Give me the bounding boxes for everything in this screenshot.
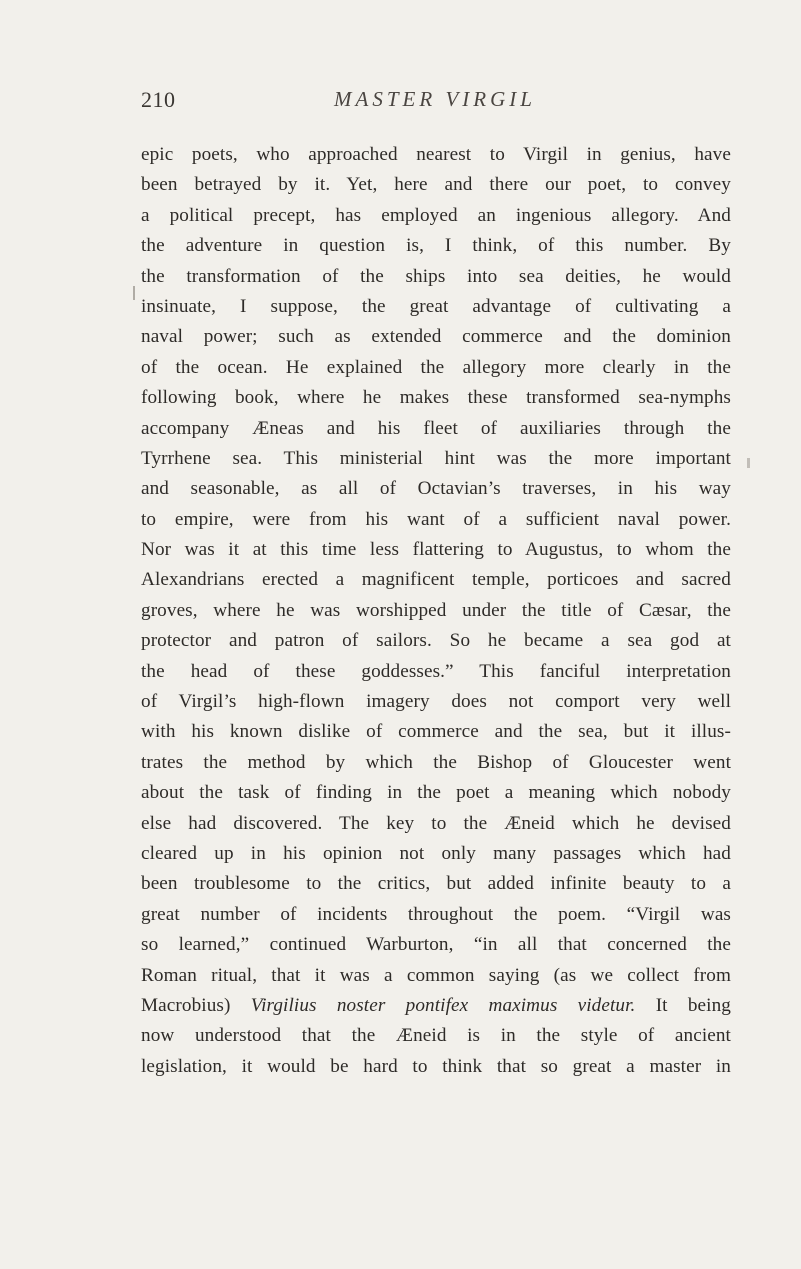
text-line: been troublesome to the critics, but added infinite beauty to a xyxy=(141,873,731,895)
body-text xyxy=(141,140,731,1082)
text-line: a political precept, has employed an ingenious allegory. And xyxy=(141,204,731,226)
text-line: Tyrrhene sea. This ministerial hint was the more important xyxy=(141,447,731,469)
text-line: to empire, were from his want of a sufficient naval power. xyxy=(141,508,731,530)
text-line: naval power; such as extended commerce and the dominion xyxy=(141,326,731,348)
text-line: with his known dislike of commerce and the sea, but it illus- xyxy=(141,721,731,743)
text-line: great number of incidents throughout the poem. “Virgil was xyxy=(141,903,731,925)
text-line: the head of these goddesses.” This fanciful interpretation xyxy=(141,660,731,682)
text-line: Roman ritual, that it was a common saying (as we collect from xyxy=(141,964,731,986)
text-line: following book, where he makes these transformed sea-nymphs xyxy=(141,387,731,409)
text-line: and seasonable, as all of Octavian’s traverses, in his way xyxy=(141,478,731,500)
text-line: groves, where he was worshipped under the title of Cæsar, the xyxy=(141,599,731,621)
text-line: epic poets, who approached nearest to Virgil in genius, have xyxy=(141,144,731,165)
text-line: insinuate, I suppose, the great advantage of cultivating a xyxy=(141,295,731,317)
text-line-with-quote xyxy=(141,991,731,1021)
text-line: about the task of finding in the poet a meaning which nobody xyxy=(141,782,731,804)
text-line: been betrayed by it. Yet, here and there our poet, to convey xyxy=(141,174,731,196)
text-line-start: Macrobius) xyxy=(141,994,231,1016)
page-number: 210 xyxy=(141,87,176,112)
running-head xyxy=(141,87,729,117)
text-line-end: It being xyxy=(655,994,731,1016)
margin-mark xyxy=(133,286,135,300)
text-line: accompany Æneas and his fleet of auxiliaries through the xyxy=(141,417,731,439)
text-line: trates the method by which the Bishop of Gloucester went xyxy=(141,751,731,773)
text-line: protector and patron of sailors. So he became a sea god at xyxy=(141,630,731,652)
margin-speck xyxy=(747,458,750,468)
latin-quote: Virgilius noster pontifex maximus videtur. xyxy=(250,994,636,1016)
running-title: MASTER VIRGIL xyxy=(334,87,536,111)
text-line: now understood that the Æneid is in the style of ancient xyxy=(141,1025,731,1047)
text-line: of Virgil’s high-flown imagery does not comport very well xyxy=(141,691,731,713)
text-line: the transformation of the ships into sea deities, he would xyxy=(141,265,731,287)
text-line: Alexandrians erected a magnificent temple, porticoes and sacred xyxy=(141,569,731,591)
text-line: legislation, it would be hard to think that so great a master in xyxy=(141,1055,731,1077)
text-line: the adventure in question is, I think, of this number. By xyxy=(141,235,731,257)
text-line: of the ocean. He explained the allegory more clearly in the xyxy=(141,356,731,378)
text-line: so learned,” continued Warburton, “in all that concerned the xyxy=(141,934,731,956)
text-line: else had discovered. The key to the Æneid which he devised xyxy=(141,812,731,834)
text-line: Nor was it at this time less flattering to Augustus, to whom the xyxy=(141,539,731,561)
text-line: cleared up in his opinion not only many passages which had xyxy=(141,842,731,864)
